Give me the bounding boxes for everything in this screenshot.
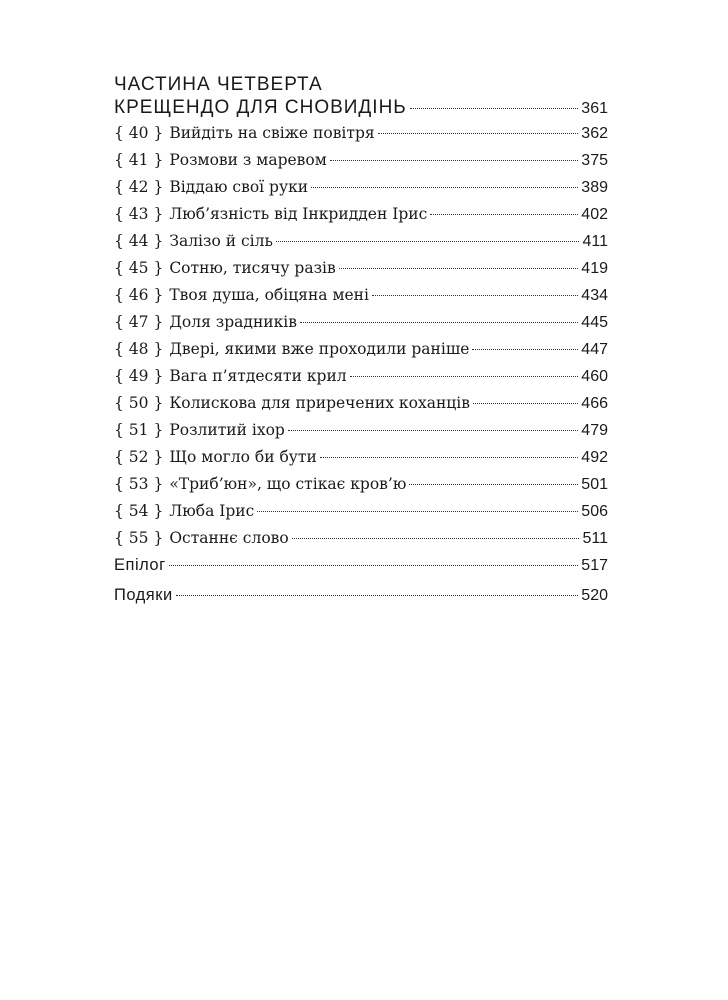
page-number: 506 <box>581 503 608 520</box>
chapter-title: Розлитий іхор <box>169 421 285 439</box>
toc-chapter-entry <box>114 529 608 556</box>
chapter-number: { 48 } <box>114 340 164 358</box>
acknowledgements-title: Подяки <box>114 586 173 604</box>
page-number: 389 <box>581 179 608 196</box>
leader-dots <box>372 295 578 296</box>
chapter-title: Вийдіть на свіже повітря <box>169 124 375 142</box>
leader-dots <box>410 108 579 109</box>
page-number: 375 <box>581 152 608 169</box>
toc-chapter-entry <box>114 205 608 232</box>
page-number: 492 <box>581 449 608 466</box>
page-number: 411 <box>582 233 608 250</box>
page-number: 517 <box>581 557 608 574</box>
chapter-title: Розмови з маревом <box>169 151 327 169</box>
chapter-title: Вага п’ятдесяти крил <box>169 367 347 385</box>
toc-chapter-entry <box>114 151 608 178</box>
page-number: 520 <box>581 587 608 604</box>
page-number: 447 <box>581 341 608 358</box>
toc-chapter-entry <box>114 421 608 448</box>
chapter-number: { 49 } <box>114 367 164 385</box>
chapter-title: Люб’язність від Інкридден Ірис <box>169 205 428 223</box>
page-number: 479 <box>581 422 608 439</box>
leader-dots <box>311 187 578 188</box>
leader-dots <box>339 268 579 269</box>
page-number: 445 <box>581 314 608 331</box>
leader-dots <box>430 214 578 215</box>
leader-dots <box>320 457 578 458</box>
page-number: 460 <box>581 368 608 385</box>
page-number: 419 <box>581 260 608 277</box>
leader-dots <box>292 538 580 539</box>
toc-chapter-entry <box>114 394 608 421</box>
toc-chapter-entry <box>114 340 608 367</box>
chapter-title: Сотню, тисячу разів <box>169 259 336 277</box>
part-title: КРЕЩЕНДО ДЛЯ СНОВИДІНЬ <box>114 97 407 118</box>
chapter-number: { 52 } <box>114 448 164 466</box>
toc-part-entry <box>114 97 608 124</box>
chapter-number: { 41 } <box>114 151 164 169</box>
leader-dots <box>350 376 579 377</box>
chapter-number: { 55 } <box>114 529 164 547</box>
leader-dots <box>378 133 579 134</box>
chapter-title: Останнє слово <box>169 529 289 547</box>
chapter-number: { 44 } <box>114 232 164 250</box>
toc-chapter-entry <box>114 313 608 340</box>
leader-dots <box>276 241 580 242</box>
chapter-title: Колискова для приречених коханців <box>169 394 470 412</box>
leader-dots <box>257 511 578 512</box>
chapter-number: { 45 } <box>114 259 164 277</box>
chapter-title: Віддаю свої руки <box>169 178 309 196</box>
toc-chapter-entry <box>114 475 608 502</box>
toc-epilogue-entry <box>114 556 608 586</box>
chapter-number: { 43 } <box>114 205 164 223</box>
table-of-contents <box>114 72 608 616</box>
chapter-title: Залізо й сіль <box>169 232 273 250</box>
chapter-title: Твоя душа, обіцяна мені <box>169 286 369 304</box>
toc-chapter-entry <box>114 124 608 151</box>
page-number: 402 <box>581 206 608 223</box>
toc-chapter-entry <box>114 502 608 529</box>
chapter-number: { 53 } <box>114 475 164 493</box>
page-number: 434 <box>581 287 608 304</box>
page-number: 501 <box>581 476 608 493</box>
toc-chapter-entry <box>114 367 608 394</box>
page-number: 466 <box>581 395 608 412</box>
chapter-number: { 51 } <box>114 421 164 439</box>
page-number: 361 <box>581 100 608 117</box>
toc-acknowledgements-entry <box>114 586 608 616</box>
toc-chapter-entry <box>114 178 608 205</box>
page-number: 362 <box>581 125 608 142</box>
chapter-title: Люба Ірис <box>169 502 255 520</box>
chapter-title: Доля зрадників <box>169 313 297 331</box>
chapter-number: { 46 } <box>114 286 164 304</box>
chapter-number: { 47 } <box>114 313 164 331</box>
leader-dots <box>473 403 578 404</box>
chapter-number: { 50 } <box>114 394 164 412</box>
leader-dots <box>330 160 579 161</box>
toc-chapter-entry <box>114 448 608 475</box>
chapter-title: Двері, якими вже проходили раніше <box>169 340 470 358</box>
leader-dots <box>409 484 578 485</box>
leader-dots <box>300 322 578 323</box>
leader-dots <box>176 595 579 596</box>
chapter-title: «Триб’юн», що стікає кров’ю <box>169 475 407 493</box>
chapter-title: Що могло би бути <box>169 448 317 466</box>
chapter-number: { 54 } <box>114 502 164 520</box>
toc-chapter-entry <box>114 232 608 259</box>
toc-chapter-entry <box>114 286 608 313</box>
leader-dots <box>288 430 578 431</box>
leader-dots <box>169 565 579 566</box>
leader-dots <box>472 349 578 350</box>
page-number: 511 <box>582 530 608 547</box>
chapter-number: { 42 } <box>114 178 164 196</box>
epilogue-title: Епілог <box>114 556 166 574</box>
part-label: ЧАСТИНА ЧЕТВЕРТА <box>114 74 323 95</box>
chapter-number: { 40 } <box>114 124 164 142</box>
toc-chapter-entry <box>114 259 608 286</box>
